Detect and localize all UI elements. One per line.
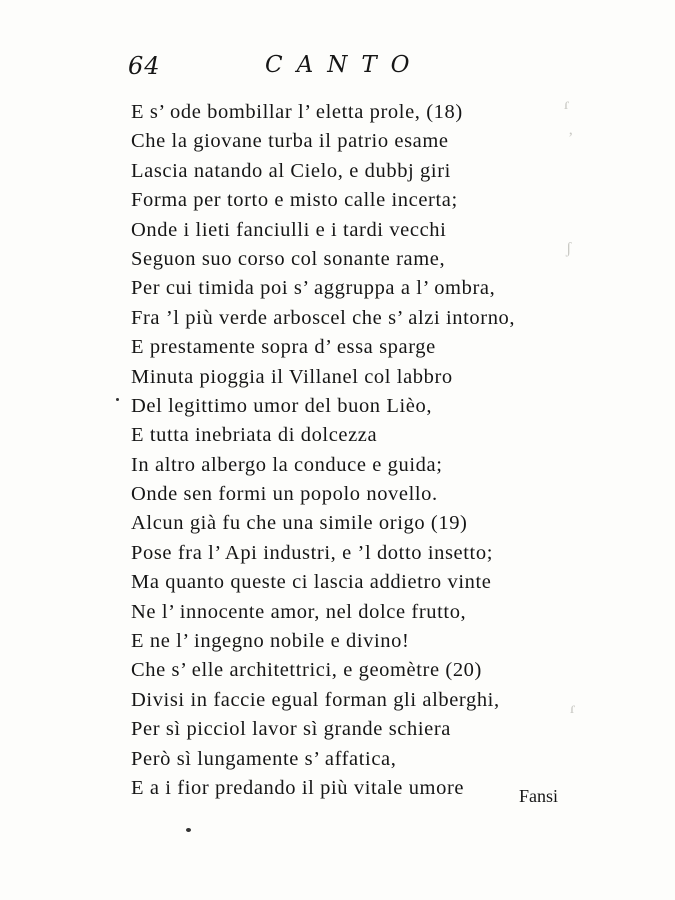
verse-line: Lascia natando al Cielo, e dubbj giri [131,159,451,182]
verse-line: E a i fior predando il più vitale umore [131,776,465,799]
verse-line: E prestamente sopra d’ essa sparge [131,336,436,359]
show-through-mark: ʃ [566,240,572,257]
verse-line: Per sì picciol lavor sì grande schiera [131,718,451,741]
verse-line: Per cui timida poi s’ aggruppa a l’ ombra, [131,277,496,300]
show-through-mark: ɾ [570,700,576,717]
verse-line: Del legittimo umor del buon Lièo, [131,394,433,417]
verse-line: Fra ’l più verde arboscel che s’ alzi intorno, [131,306,516,329]
verse-line: Onde sen formi un popolo novello. [131,483,438,506]
verse-line: E ne l’ ingegno nobile e divino! [131,630,410,653]
show-through-mark: ’ [568,130,574,147]
verse-line: Ne l’ innocente amor, nel dolce frutto, [131,600,467,623]
verse-block [131,98,515,803]
verse-line: Che s’ elle architettrici, e geomètre (20) [131,659,482,682]
verse-line: E tutta inebriata di dolcezza [131,424,378,447]
verse-line: Seguon suo corso col sonante rame, [131,247,446,270]
verse-line: Forma per torto e misto calle incerta; [131,189,458,212]
ink-speck [186,828,191,832]
verse-line: In altro albergo la conduce e guida; [131,453,443,476]
verse-line: Minuta pioggia il Villanel col labbro [131,365,453,388]
verse-line: Che la giovane turba il patrio esame [131,130,449,153]
verse-line: Però sì lungamente s’ affatica, [131,747,397,770]
running-title: CANTO [265,52,424,78]
show-through-mark: ɾ [564,96,570,113]
page-number: 64 [128,52,161,80]
ink-speck [116,398,119,401]
verse-line: Ma quanto queste ci lascia addietro vinte [131,571,492,594]
verse-line: Pose fra l’ Api industri, e ’l dotto insetto; [131,541,493,564]
verse-line: Divisi in faccie egual forman gli alberghi, [131,688,500,711]
verse-line: E s’ ode bombillar l’ eletta prole, (18) [131,101,463,123]
verse-line: Onde i lieti fanciulli e i tardi vecchi [131,218,447,241]
verse-line: Alcun già fu che una simile origo (19) [131,512,468,535]
catchword: Fansi [519,786,559,806]
